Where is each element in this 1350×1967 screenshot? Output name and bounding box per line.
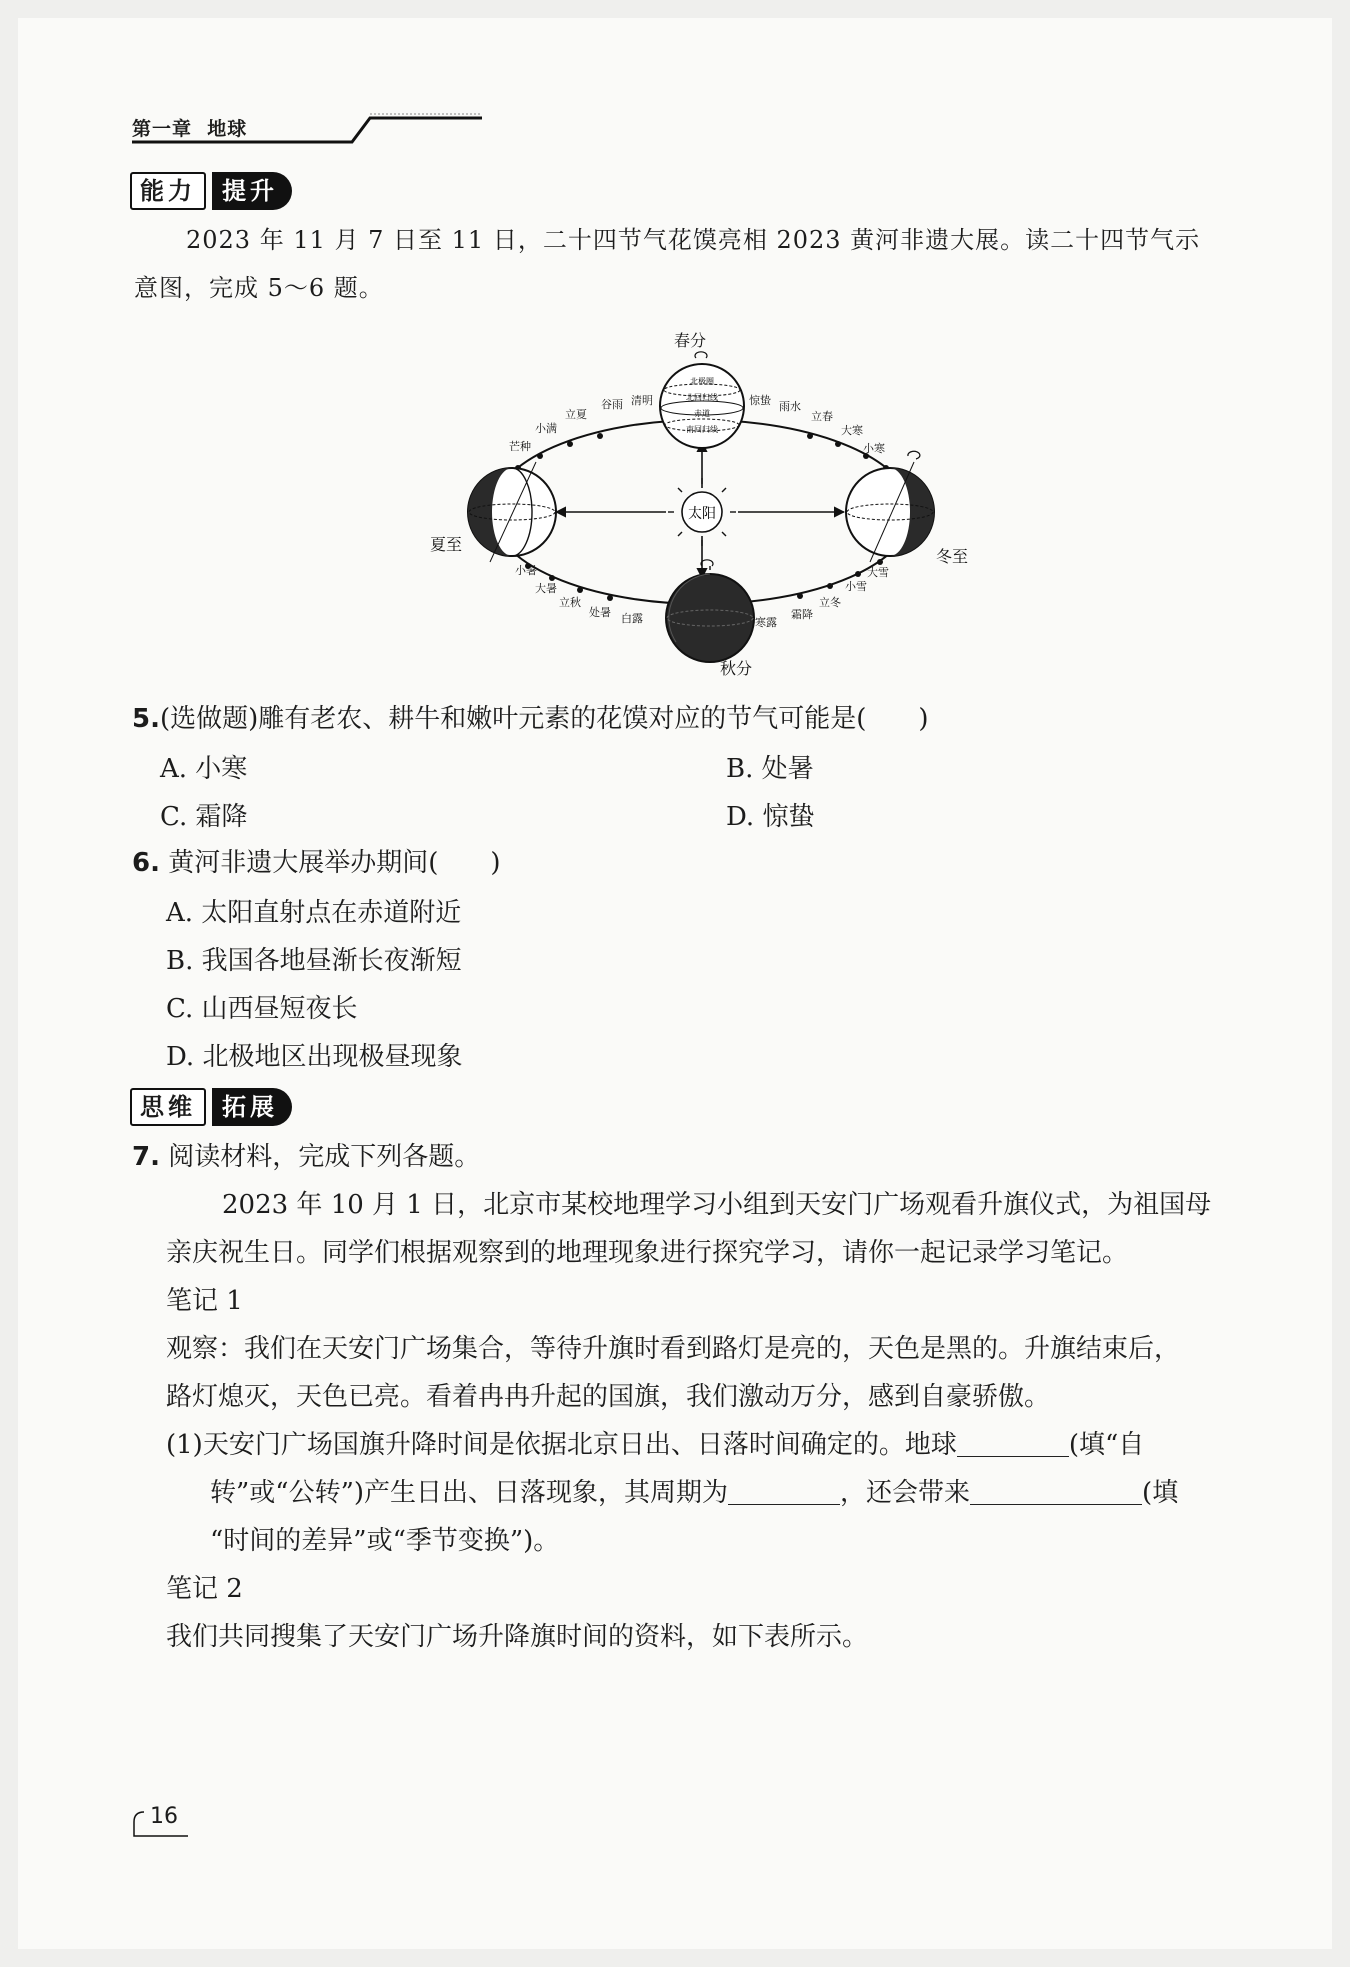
- globe-winter-icon: [846, 451, 934, 562]
- q7-material-line-1: 2023 年 10 月 1 日，北京市某校地理学习小组到天安门广场观看升旗仪式，为祖国母: [222, 1190, 1212, 1220]
- globe-summer-icon: [468, 462, 556, 562]
- term-lixia: 立夏: [565, 408, 587, 421]
- term-dashu: 大暑: [535, 582, 557, 595]
- term-yushui: 雨水: [779, 400, 801, 413]
- term-xiaoshu: 小暑: [515, 564, 537, 577]
- globe-label-tropic-cancer: 北回归线: [686, 393, 718, 402]
- q7-sub1-line-2: [210, 1474, 1178, 1512]
- globe-label-tropic-capricorn: 南回归线: [686, 425, 718, 434]
- label-spring-equinox: 春分: [673, 331, 707, 350]
- question-7-stem: 阅读材料，完成下列各题。: [168, 1142, 481, 1172]
- section-tag-ability: [130, 172, 300, 208]
- term-guyu: 谷雨: [601, 398, 623, 411]
- term-xiaoxue: 小雪: [845, 580, 867, 593]
- question-5: [132, 700, 929, 738]
- question-7-number: 7.: [132, 1142, 160, 1172]
- term-xiaoman: 小满: [535, 422, 557, 435]
- term-xiaohan: 小寒: [863, 442, 885, 455]
- q7-sub1-text-e: (填: [1142, 1478, 1179, 1508]
- question-5-stem: (选做题)雕有老农、耕牛和嫩叶元素的花馍对应的节气可能是( ): [159, 704, 929, 734]
- q7-note1-line-2: 路灯熄灭，天色已亮。看着冉冉升起的国旗，我们激动万分，感到自豪骄傲。: [166, 1382, 1051, 1412]
- term-dahan: 大寒: [841, 424, 863, 437]
- section-tag-right: 拓展: [212, 1088, 292, 1126]
- term-bailu: 白露: [621, 612, 643, 625]
- question-6: [132, 844, 501, 882]
- q7-note2-title: 笔记 2: [166, 1574, 243, 1604]
- q5-option-b: B. 处暑: [726, 754, 814, 784]
- term-jingzhe: 惊蛰: [749, 394, 771, 407]
- q7-sub1-line-1: [166, 1426, 1144, 1464]
- term-mangzhong: 芒种: [509, 440, 531, 453]
- intro-line-2: 意图，完成 5～6 题。: [134, 274, 384, 302]
- label-summer-solstice: 夏至: [429, 535, 463, 554]
- answer-blank-rotation[interactable]: [957, 1430, 1069, 1457]
- answer-blank-period[interactable]: [728, 1478, 840, 1505]
- q7-note2-line-1: 我们共同搜集了天安门广场升降旗时间的资料，如下表所示。: [166, 1622, 869, 1652]
- q7-sub1-text-b: (填“自: [1068, 1430, 1145, 1460]
- globe-label-arctic: 北极圈: [690, 377, 714, 386]
- term-lichun: 立春: [811, 410, 833, 423]
- q6-option-b: B. 我国各地昼渐长夜渐短: [166, 946, 462, 976]
- q5-option-d: D. 惊蛰: [726, 802, 815, 832]
- q6-option-a: A. 太阳直射点在赤道附近: [166, 898, 462, 928]
- question-6-number: 6.: [132, 848, 160, 878]
- q6-option-c: C. 山西昼短夜长: [166, 994, 358, 1024]
- term-daxue: 大雪: [867, 566, 889, 579]
- q7-sub1-text-a: (1)天安门广场国旗升降时间是依据北京日出、日落时间确定的。地球: [166, 1430, 957, 1460]
- question-6-stem: 黄河非遗大展举办期间( ): [168, 848, 501, 878]
- section-tag-left: 能力: [130, 172, 206, 210]
- q6-option-d: D. 北极地区出现极昼现象: [166, 1042, 463, 1072]
- q5-option-a: A. 小寒: [160, 754, 248, 784]
- q7-note1-title: 笔记 1: [166, 1286, 243, 1316]
- chapter-header: [132, 114, 247, 141]
- question-7: [132, 1138, 480, 1176]
- term-shuangjiang: 霜降: [791, 608, 813, 621]
- term-chushu: 处暑: [589, 606, 611, 619]
- term-hanlu: 寒露: [755, 616, 777, 629]
- q7-sub1-text-c: 转”或“公转”)产生日出、日落现象，其周期为: [210, 1478, 729, 1508]
- section-tag-thinking: [130, 1088, 300, 1124]
- q7-sub1-text-d: ，还会带来: [840, 1478, 971, 1508]
- chapter-number: 第一章: [132, 118, 193, 140]
- intro-line-1: 2023 年 11 月 7 日至 11 日，二十四节气花馍亮相 2023 黄河非遗大展。读二十四节气示: [186, 226, 1201, 254]
- globe-label-equator: 赤道: [694, 409, 710, 418]
- chapter-title: 地球: [207, 118, 248, 140]
- term-lidong: 立冬: [819, 596, 841, 609]
- sun-label: 太阳: [688, 506, 716, 522]
- q5-option-c: C. 霜降: [160, 802, 248, 832]
- section-tag-right: 提升: [212, 172, 292, 210]
- answer-blank-effect[interactable]: [970, 1478, 1142, 1505]
- question-5-number: 5.: [132, 704, 160, 734]
- label-autumn-equinox: 秋分: [719, 659, 753, 678]
- section-tag-left: 思维: [130, 1088, 206, 1126]
- globe-spring-icon: [660, 364, 744, 448]
- solar-terms-diagram: [420, 330, 969, 680]
- page-number: 16: [150, 1804, 178, 1829]
- q7-sub1-line-3: “时间的差异”或“季节变换”)。: [210, 1526, 560, 1556]
- term-liqiu: 立秋: [559, 596, 581, 609]
- label-winter-solstice: 冬至: [935, 547, 969, 566]
- q7-material-line-2: 亲庆祝生日。同学们根据观察到的地理现象进行探究学习，请你一起记录学习笔记。: [166, 1238, 1129, 1268]
- globe-autumn-icon: [666, 560, 754, 662]
- term-qingming: 清明: [631, 394, 653, 407]
- q7-note1-line-1: 观察：我们在天安门广场集合，等待升旗时看到路灯是亮的，天色是黑的。升旗结束后，: [166, 1334, 1181, 1364]
